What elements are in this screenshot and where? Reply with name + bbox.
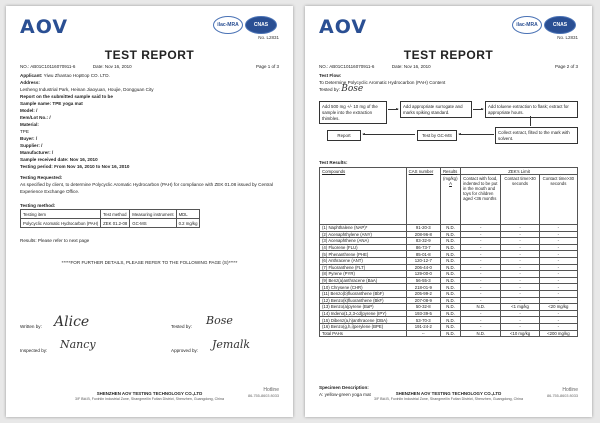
page-footer	[6, 387, 293, 409]
applicant-value: Yiwu Zhantao HopEop CO. LTD.	[43, 73, 110, 78]
table-row: (11) Benzo(b)fluoranthene (BbF) 205-99-2 N.D. - - -	[320, 290, 578, 297]
table-row: (14) Indeno(1,2,3-cd)pyrene (IPY) 193-39-5 N.D. - - -	[320, 310, 578, 317]
page-title: TEST REPORT	[104, 48, 195, 62]
address-value: Lesheng Industrial Park, Heinan Jiaoyuan, Houjie, Dongguan City	[20, 87, 154, 92]
signature-approved: Jemalk	[212, 338, 251, 351]
ilac-mark: ilac-MRA	[512, 16, 542, 34]
item-lot: Item/Lot No.: /	[20, 115, 51, 120]
specimen-description: A: yellow-green yoga mat	[319, 392, 371, 397]
sample-name: Sample name: TPE yoga mat	[20, 101, 83, 106]
method-block: Testing method: Testing item Test method Measuring instrument MDL Polycyclic Aromatic Hydrocarbon (PAH) ZEK 01.2-08 GC-MS 0.2 mg/kg	[20, 202, 279, 228]
report-date: Date: Nov 16, 2010	[92, 64, 132, 69]
table-row: (10) Chrysene (CHR) 218-01-9 N.D. - - -	[320, 284, 578, 291]
report-number: NO.: AB01C10116070911-6	[319, 64, 375, 69]
footer-company: SHENZHEN AOV TESTING TECHNOLOGY CO.,LTD	[395, 391, 502, 396]
manufacturer: Manufacturer: /	[20, 150, 54, 155]
table-row: (1) Naphthalene (NAP)* 91-20-3 N.D. - - -	[320, 225, 578, 232]
model: Model: /	[20, 108, 38, 113]
table-row: (7) Fluoranthene (FLT) 206-44-0 N.D. - - -	[320, 264, 578, 271]
flow-connector	[530, 116, 531, 126]
table-row: (6) Anthracene (ANT) 120-12-7 N.D. - - -	[320, 257, 578, 264]
flow-step-extraction: Add toluene extraction to flask; extract for appropriate hours.	[485, 101, 578, 118]
testing-period: Testing period: From Nov 16, 2010 to Nov 16, 2010	[20, 164, 130, 169]
report-page-1: AOV ilac-MRA CNAS No. L2831 TEST REPORT NO.: AB01C10116070911-6 Date: Nov 16, 2010 Page 1 of 3 Applicant: Yiwu Zhantao HopEop CO. LTD. Address: Lesheng Industrial Park, Heinan Jiaoyuan, Houjie, Dongguan City Report on the submitted sample said to be Sample name: TPE yoga mat Model: / Item/Lot No.: / Material: TPE Buyer: / Supplier: / Manufacturer: / Sample received date: Nov 16, 2010 Testing period: From Nov 16, 2010 to Nov 16, 2010 Testing Requested: As specified by client, to determine Polycyclic Aromatic Hydrocarbon (PAH) for compliance with ZEK 01.08 issued by Central Experience Exchange Office. Testing method: Testing item Test method Measuring instrument MDL Polycyclic Aromatic Hydrocarbon (PAH) ZEK 01.2-08 GC-MS 0.2 mg/kg Results: Please refer to next page *****FOR FURTHER DETAILS, PLEASE REFER TO THE FOLLOWING PAGE (S)***** Written by: Alice Tested by: Bose Inspected by: Nancy Approved by: Jemalk SHENZHEN AOV TESTING TECHNOLOGY CO.,LTD 3/F Bld.B, Fuxinlin Industrial Zone, Shangmeilin Futian District, Shenzhen, Guangdong, China Hotline 86-755-8603 8033	[6, 6, 293, 417]
hotline-number: 86-755-8603 8033	[247, 394, 279, 398]
flow-arrow	[388, 109, 398, 110]
table-row: Total PAHs -- N.D. N.D. <10 mg/kg <200 mg/kg	[320, 330, 578, 337]
report-date: Date: Nov 16, 2010	[391, 64, 431, 69]
cnas-mark: CNAS	[544, 16, 576, 34]
table-row: (3) Acenaphthene (ANA) 83-32-9 N.D. - - -	[320, 238, 578, 245]
results-heading: Test Results:	[319, 160, 348, 165]
flow-description: To Determine Polycyclic Aromatic Hydrocarbon (PAH) Content	[319, 80, 446, 85]
page-number: Page 1 of 3	[255, 64, 279, 69]
results-note: Results: Please refer to next page	[20, 238, 90, 243]
ilac-mark: ilac-MRA	[213, 16, 243, 34]
page-title: TEST REPORT	[403, 48, 494, 62]
buyer: Buyer: /	[20, 136, 38, 141]
report-meta	[20, 64, 279, 69]
page-number: Page 2 of 3	[554, 64, 578, 69]
table-row: (9) Benz(a)anthracene (BaA) 56-55-3 N.D. - - -	[320, 277, 578, 284]
flow-step-sample: Add 500 mg +/- 10 mg of the sample into the extraction thimbles.	[319, 101, 387, 124]
received-date: Sample received date: Nov 16, 2010	[20, 157, 98, 162]
table-row: (4) Fluorene (FLU) 86-73-7 N.D. - - -	[320, 244, 578, 251]
flow-heading: Test Flow: To Determine Polycyclic Aromatic Hydrocarbon (PAH) Content Tested by: Bose	[319, 72, 578, 93]
submitted-heading: Report on the submitted sample said to be	[20, 94, 113, 99]
signature-tested: Bose	[206, 314, 233, 327]
supplier: Supplier: /	[20, 143, 43, 148]
table-row: (2) Acenaphthylene (ANY) 208-96-8 N.D. - - -	[320, 231, 578, 238]
hotline-number: 86-755-8603 8033	[546, 394, 578, 398]
flow-step-collect: Collect extract, filted to the mark with solvent.	[495, 127, 578, 144]
footer-company: SHENZHEN AOV TESTING TECHNOLOGY CO.,LTD	[96, 391, 203, 396]
signature-written: Alice	[54, 314, 90, 330]
flow-step-gcms: Test by GC-MS	[417, 130, 457, 141]
results-table-wrap	[319, 167, 578, 337]
requested-block: Testing Requested: As specified by client, to determine Polycyclic Aromatic Hydrocarbon (PAH) for compliance with ZEK 01.08 issued by Central Experience Exchange Office.	[20, 174, 279, 195]
report-page-2	[305, 6, 592, 417]
flow-arrow	[459, 134, 494, 135]
aov-logo: AOV	[20, 16, 69, 38]
certification-marks	[213, 15, 279, 43]
requested-text: As specified by client, to determine Polycyclic Aromatic Hydrocarbon (PAH) for compliance with ZEK 01.08 issued by Central Experience Exchange Office.	[20, 182, 273, 194]
aov-logo: AOV	[319, 16, 368, 38]
table-row: (5) Phenanthrene (PHE) 85-01-8 N.D. - - -	[320, 251, 578, 258]
hotline-label: Hotline	[263, 387, 279, 393]
table-row: (15) Dibenz(a,h)anthracene (DBA) 53-70-3 N.D. - - -	[320, 317, 578, 324]
specimen-block: Specimen Description: A: yellow-green yoga mat	[319, 384, 578, 398]
cert-number: No. L2831	[557, 35, 578, 40]
signature-tested: Bose	[341, 84, 364, 94]
signature-inspected: Nancy	[60, 338, 96, 351]
table-row: (16) Benzo(g,h,i)perylene (BPE) 191-24-2 N.D. - - -	[320, 323, 578, 330]
report-number: NO.: AB01C10116070911-6	[20, 64, 76, 69]
flow-step-surrogate: Add appropriate surrogate and marks spiking standard.	[400, 101, 472, 118]
certification-marks	[512, 15, 578, 43]
flow-arrow	[473, 109, 483, 110]
further-details: *****FOR FURTHER DETAILS, PLEASE REFER TO THE FOLLOWING PAGE (S)*****	[61, 260, 238, 265]
hotline-label: Hotline	[562, 387, 578, 393]
footer-address: 3/F Bld.B, Fuxinlin Industrial Zone, Shangmeilin Futian District, Shenzhen, Guangdong, China	[373, 397, 524, 401]
method-table: Testing item Test method Measuring instrument MDL Polycyclic Aromatic Hydrocarbon (PAH) ZEK 01.2-08 GC-MS 0.2 mg/kg	[20, 209, 200, 228]
table-row: (13) Benzo(a)pyrene (BaP) 50-32-8 N.D. N.D. <1 mg/kg <20 mg/kg	[320, 304, 578, 311]
results-table: Compounds CAS number Results ZEK's Limit (mg/kg) A Contact with food, indented to be put in the mouth and toys for children aged <36 months Contact time>30 seconds Contact time>30 seconds (1) Naphthalene (NAP)* 91-20-3 N.D. - - - (2) Acenaphthylene (ANY) 208-96-8 N.D. - - - (3) Acenaphthene (ANA) 83-32-9 N.D. - - - (4) Fluorene (FLU) 86-73-7 N.D. - - - (5) Phenanthrene (PHE) 85-01-8 N.D. - - - (6) Anthracene (ANT) 120-12-7 N.D. - - - (7) Fluoranthene (FLT) 206-44-0 N.D. - - - (8) Pyrene (PYR) 129-00-0 N.D. - - - (9) Benz(a)anthracene (BaA) 56-55-3 N.D. - - - (10) Chrysene (CHR) 218-01-9 N.D. - - - (11) Benzo(b)fluoranthene (BbF) 205-99-2 N.D. - - - (12) Benzo(k)fluoranthene (BkF) 207-08-9 N.D. - - - (13) Benzo(a)pyrene (BaP) 50-32-8 N.D. N.D. <1 mg/kg <20 mg/kg (14) Indeno(1,2,3-cd)pyrene (IPY) 193-39-5 N.D. - - - (15) Dibenz(a,h)anthracene (DBA) 53-70-3 N.D. - - - (16) Benzo(g,h,i)perylene (BPE) 191-24-2 N.D. - - - Total PAHs -- N.D. N.D. <10 mg/kg <200 mg/kg	[319, 167, 578, 337]
material-value: TPE	[20, 129, 29, 134]
footer-address: 3/F Bld.B, Fuxinlin Industrial Zone, Shangmeilin Futian District, Shenzhen, Guangdong, China	[74, 397, 225, 401]
cert-number: No. L2831	[258, 35, 279, 40]
flow-arrow	[363, 134, 415, 135]
table-row: (8) Pyrene (PYR) 129-00-0 N.D. - - -	[320, 271, 578, 278]
report-meta	[319, 64, 578, 69]
flow-step-report: Report	[327, 130, 361, 141]
applicant-block: Applicant: Yiwu Zhantao HopEop CO. LTD. Address: Lesheng Industrial Park, Heinan Jiaoyuan, Houjie, Dongguan City Report on the submitted sample said to be Sample name: TPE yoga mat Model: / Item/Lot No.: / Material: TPE Buyer: / Supplier: / Manufacturer: / Sample received date: Nov 16, 2010 Testing period: From Nov 16, 2010 to Nov 16, 2010	[20, 72, 279, 170]
page-footer	[305, 387, 592, 409]
cnas-mark: CNAS	[245, 16, 277, 34]
table-row: (12) Benzo(k)fluoranthene (BkF) 207-08-9 N.D. - - -	[320, 297, 578, 304]
